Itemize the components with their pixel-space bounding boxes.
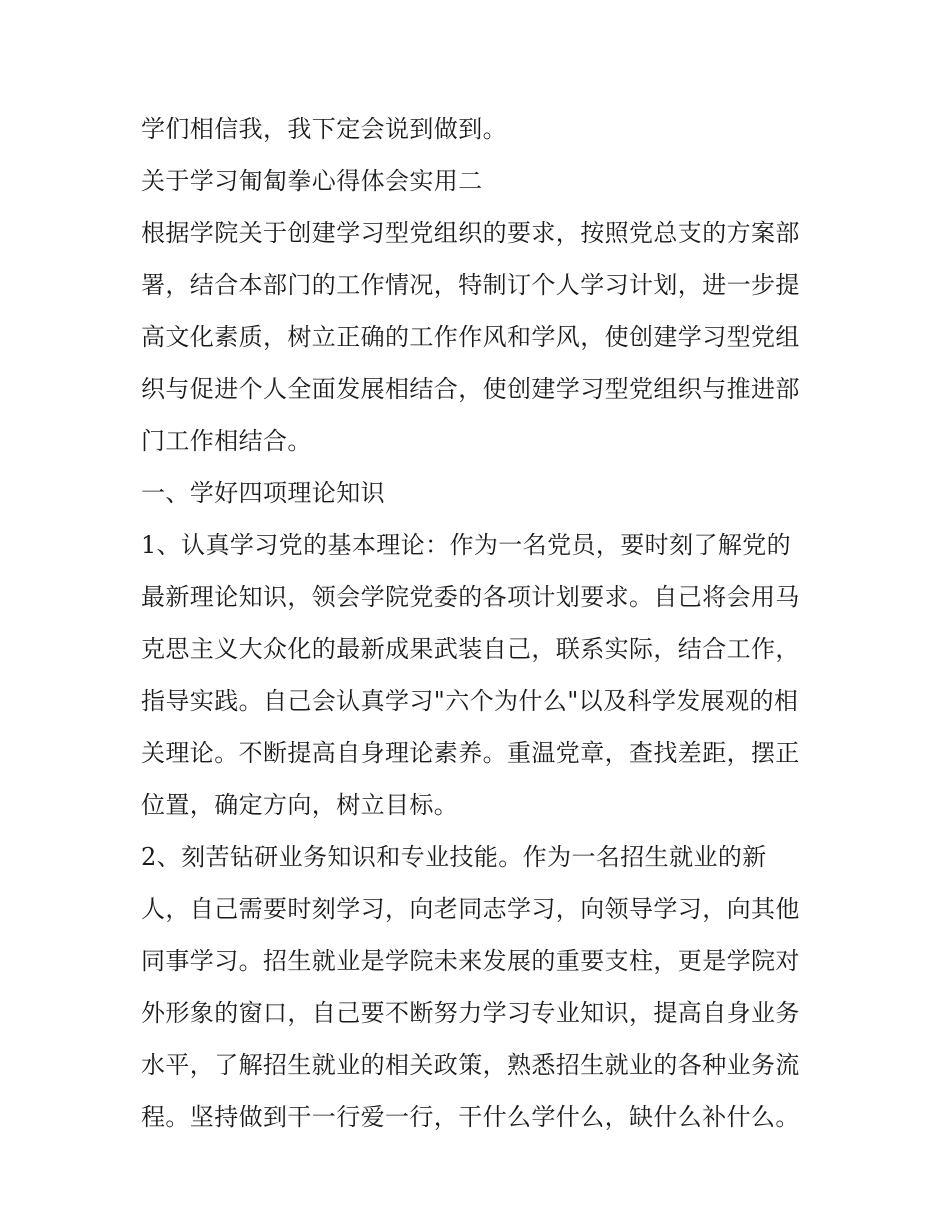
text-line: 克思主义大众化的最新成果武装自己，联系实际，结合工作，	[141, 635, 800, 663]
text-line: 高文化素质，树立正确的工作作风和学风，使创建学习型党组	[141, 323, 800, 351]
section-heading: 关于学习匍匐拳心得体会实用二	[141, 167, 483, 195]
text-line: 水平，了解招生就业的相关政策，熟悉招生就业的各种业务流	[141, 1051, 800, 1079]
text-line: 学们相信我，我下定会说到做到。	[141, 115, 507, 143]
text-line: 根据学院关于创建学习型党组织的要求，按照党总支的方案部	[141, 219, 800, 247]
text-line: 署，结合本部门的工作情况，特制订个人学习计划，进一步提	[141, 271, 800, 299]
text-line: 门工作相结合。	[141, 427, 312, 455]
text-line: 关理论。不断提高自身理论素养。重温党章，查找差距，摆正	[141, 739, 800, 767]
text-line: 2、刻苦钻研业务知识和专业技能。作为一名招生就业的新	[141, 843, 767, 871]
text-line: 人，自己需要时刻学习，向老同志学习，向领导学习，向其他	[141, 895, 800, 923]
text-line: 位置，确定方向，树立目标。	[141, 791, 459, 819]
text-line: 同事学习。招生就业是学院未来发展的重要支柱，更是学院对	[141, 947, 800, 975]
subheading: 一、学好四项理论知识	[141, 479, 385, 507]
text-line: 指导实践。自己会认真学习"六个为什么"以及科学发展观的相	[141, 687, 799, 715]
text-line: 1、认真学习党的基本理论：作为一名党员，要时刻了解党的	[141, 531, 792, 559]
text-line: 程。坚持做到干一行爱一行，干什么学什么，缺什么补什么。	[141, 1103, 800, 1131]
text-line: 最新理论知识，领会学院党委的各项计划要求。自己将会用马	[141, 583, 800, 611]
document-body	[141, 103, 816, 1143]
text-line: 外形象的窗口，自己要不断努力学习专业知识，提高自身业务	[141, 999, 800, 1027]
text-line: 织与促进个人全面发展相结合，使创建学习型党组织与推进部	[141, 375, 800, 403]
